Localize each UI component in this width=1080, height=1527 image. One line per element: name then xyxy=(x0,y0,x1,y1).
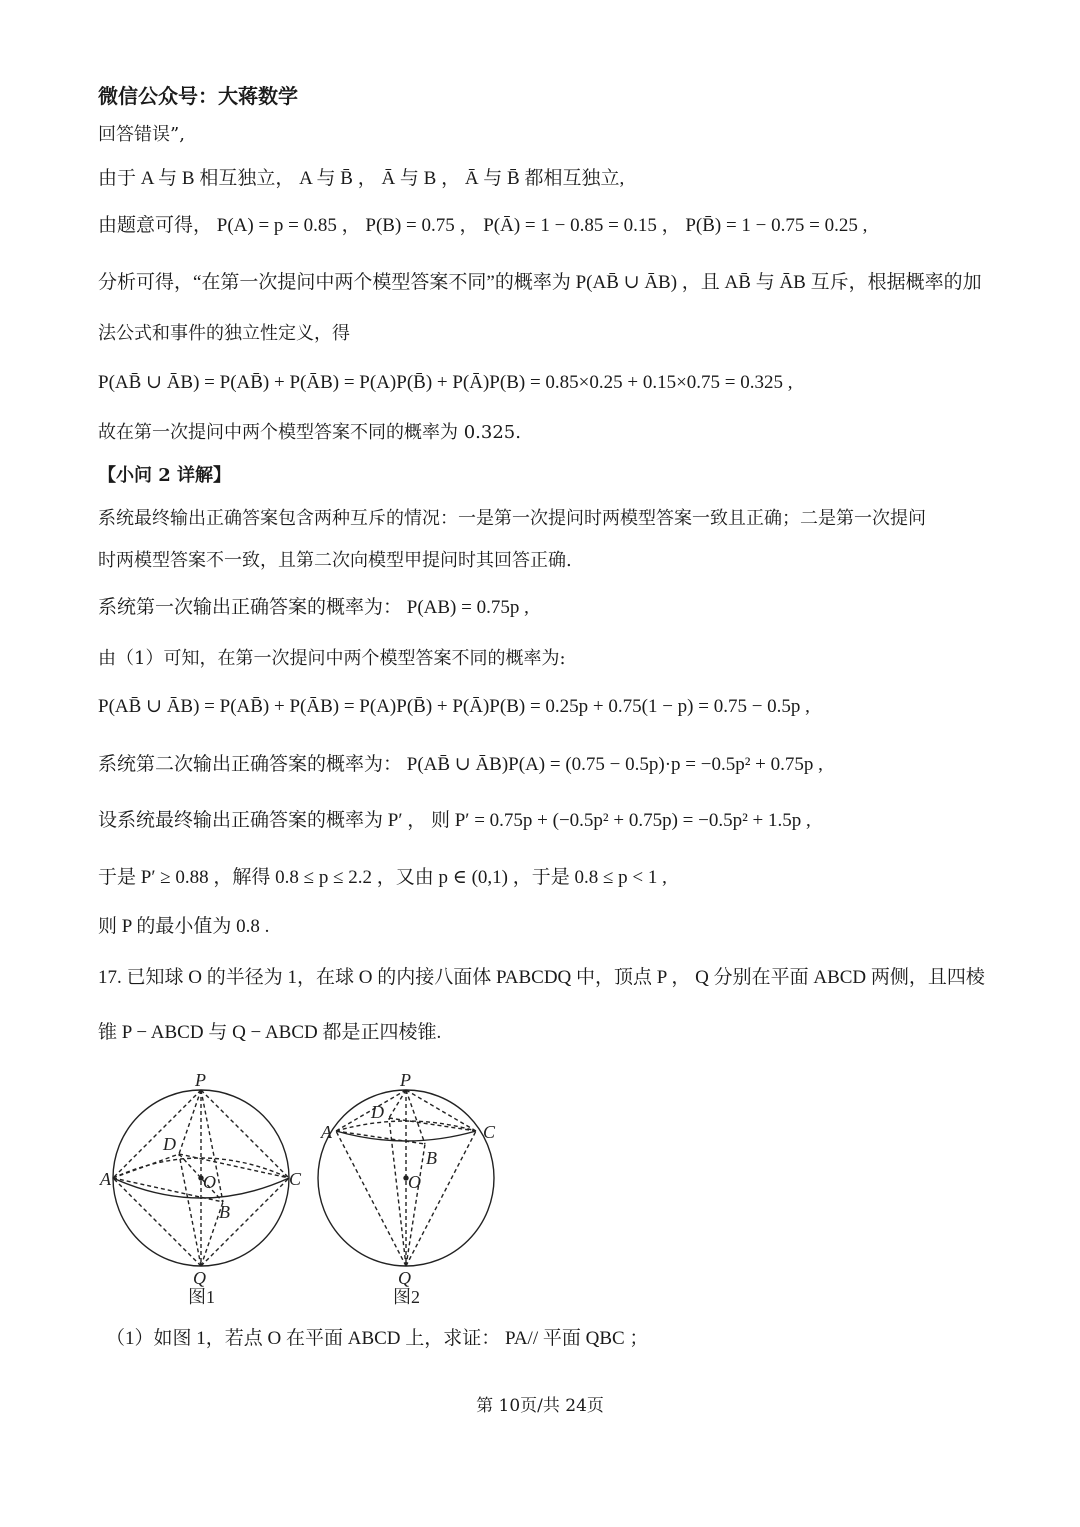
fig2-label-c: C xyxy=(483,1122,496,1142)
fig2-label-d: D xyxy=(371,1102,384,1122)
problem-17-line-1: 17. 已知球 O 的半径为 1，在球 O 的内接八面体 PABCDQ 中，顶点 P ， Q 分别在平面 ABCD 两侧，且四棱 xyxy=(98,967,985,988)
fig1-label-d: D xyxy=(163,1134,176,1154)
fig1-label-a: A xyxy=(100,1169,111,1189)
text-line-17: 则 P 的最小值为 0.8 . xyxy=(98,916,270,937)
fig1-caption: 图1 xyxy=(188,1287,215,1307)
text-line-4: 分析可得，“在第一次提问中两个模型答案不同”的概率为 P(AB̄ ∪ ĀB) ，且 AB̄ 与 ĀB 互斥，根据概率的加 xyxy=(98,272,982,293)
page-footer: 第 10页/共 24页 xyxy=(476,1396,604,1416)
text-line-10: 时两模型答案不一致，且第二次向模型甲提问时其回答正确. xyxy=(98,550,572,571)
text-line-7: 故在第一次提问中两个模型答案不同的概率为 0.325. xyxy=(98,422,521,443)
sphere-figures xyxy=(95,1068,515,1313)
text-line-16: 于是 P′ ≥ 0.88 ，解得 0.8 ≤ p ≤ 2.2 ，又由 p ∈ (0,1) ，于是 0.8 ≤ p < 1 , xyxy=(98,867,667,888)
fig2-label-p: P xyxy=(400,1070,411,1090)
formula-line-13: P(AB̄ ∪ ĀB) = P(AB̄) + P(ĀB) = P(A)P(B̄) + P(Ā)P(B) = 0.25p + 0.75(1 − p) = 0.75 − 0.5p , xyxy=(98,696,810,717)
fig2-label-o: O xyxy=(408,1172,421,1192)
fig2-label-a: A xyxy=(321,1122,332,1142)
fig1-label-b: B xyxy=(219,1202,230,1222)
problem-17-line-2: 锥 P − ABCD 与 Q − ABCD 都是正四棱锥. xyxy=(98,1022,442,1043)
text-line-14: 系统第二次输出正确答案的概率为： P(AB̄ ∪ ĀB)P(A) = (0.75 − 0.5p)·p = −0.5p² + 0.75p , xyxy=(98,754,823,775)
text-line-2: 由于 A 与 B 相互独立， A 与 B̄ ， Ā 与 B ， Ā 与 B̄ 都相互独立, xyxy=(98,168,625,189)
text-line-12: 由（1）可知，在第一次提问中两个模型答案不同的概率为: xyxy=(98,648,566,669)
formula-line-6: P(AB̄ ∪ ĀB) = P(AB̄) + P(ĀB) = P(A)P(B̄) + P(Ā)P(B) = 0.85×0.25 + 0.15×0.75 = 0.325 , xyxy=(98,372,793,393)
text-line-15: 设系统最终输出正确答案的概率为 P′ ， 则 P′ = 0.75p + (−0.5p² + 0.75p) = −0.5p² + 1.5p , xyxy=(98,810,811,831)
text-line-9: 系统最终输出正确答案包含两种互斥的情况：一是第一次提问时两模型答案一致且正确；二是第一次提问 xyxy=(98,508,926,529)
fig1-label-c: C xyxy=(289,1169,302,1189)
figure-1 xyxy=(113,1090,289,1266)
fig2-caption: 图2 xyxy=(393,1287,420,1307)
figure-2 xyxy=(318,1090,494,1266)
fig1-label-q: Q xyxy=(193,1268,206,1288)
problem-17-part-1: （1）如图 1，若点 O 在平面 ABCD 上，求证： PA// 平面 QBC ； xyxy=(106,1328,649,1349)
fig1-label-o: O xyxy=(203,1172,216,1192)
text-line-11: 系统第一次输出正确答案的概率为： P(AB) = 0.75p , xyxy=(98,597,529,618)
text-line-3: 由题意可得， P(A) = p = 0.85 ， P(B) = 0.75 ， P(Ā) = 1 − 0.85 = 0.15 ， P(B̄) = 1 − 0.75 = 0.25 , xyxy=(98,215,868,236)
text-line-1: 回答错误”, xyxy=(98,124,185,145)
watermark-title: 微信公众号：大蒋数学 xyxy=(98,84,298,108)
fig2-label-b: B xyxy=(426,1148,437,1168)
text-line-5: 法公式和事件的独立性定义，得 xyxy=(98,323,350,344)
fig2-label-q: Q xyxy=(398,1268,411,1288)
section-heading: 【小问 2 详解】 xyxy=(98,465,232,486)
fig1-label-p: P xyxy=(195,1070,206,1090)
